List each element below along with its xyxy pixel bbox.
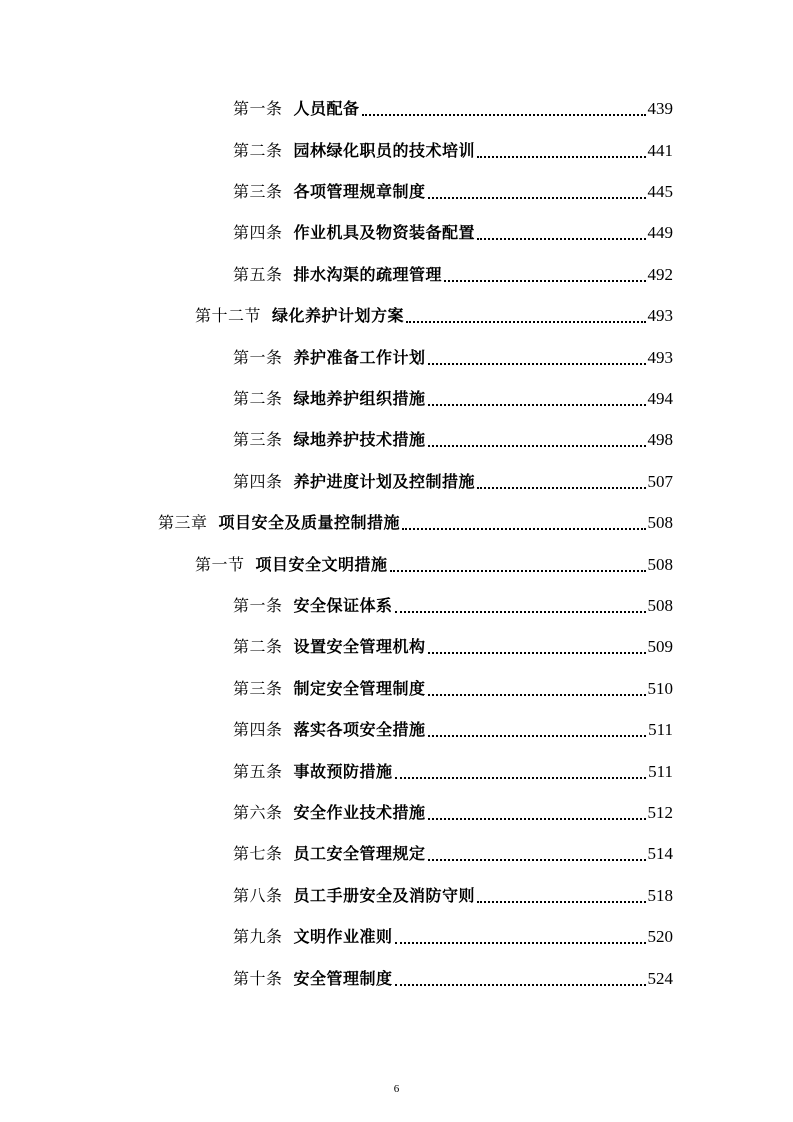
dot-leader [395, 984, 646, 986]
toc-entry-title: 绿化养护计划方案 [272, 306, 405, 325]
toc-entry-page: 445 [647, 182, 673, 201]
dot-leader [477, 487, 645, 489]
toc-entry-title: 各项管理规章制度 [293, 182, 426, 201]
toc-entry-title: 绿地养护组织措施 [293, 389, 426, 408]
toc-entry[interactable] [233, 717, 673, 743]
dot-leader [390, 570, 646, 572]
toc-entry-number: 第七条 [233, 844, 283, 863]
toc-entry-title: 养护准备工作计划 [293, 348, 426, 367]
toc-entry-page: 494 [647, 389, 673, 408]
toc-entry[interactable] [233, 138, 673, 164]
toc-entry-title: 设置安全管理机构 [293, 637, 426, 656]
dot-leader [395, 777, 647, 779]
toc-entry-title: 制定安全管理制度 [293, 679, 426, 698]
toc-entry[interactable] [195, 303, 673, 329]
toc-entry-page: 520 [647, 927, 673, 946]
toc-entry-title: 项目安全及质量控制措施 [218, 513, 401, 532]
toc-entry-number: 第三章 [158, 513, 208, 532]
dot-leader [428, 445, 646, 447]
toc-entry-page: 493 [647, 348, 673, 367]
toc-entry-page: 511 [648, 720, 673, 739]
toc-entry-page: 507 [647, 472, 673, 491]
toc-entry-page: 508 [647, 555, 673, 574]
toc-entry[interactable] [233, 676, 673, 702]
dot-leader [428, 859, 646, 861]
toc-entry[interactable] [233, 262, 673, 288]
toc-entry-title: 安全作业技术措施 [293, 803, 426, 822]
toc-entry-title: 排水沟渠的疏理管理 [293, 265, 443, 284]
toc-entry[interactable] [233, 179, 673, 205]
toc-entry-number: 第二条 [233, 637, 283, 656]
toc-entry[interactable] [233, 96, 673, 122]
toc-entry-page: 512 [647, 803, 673, 822]
toc-entry-page: 498 [647, 430, 673, 449]
toc-entry-title: 文明作业准则 [293, 927, 393, 946]
toc-entry[interactable] [233, 800, 673, 826]
toc-entry[interactable] [233, 427, 673, 453]
toc-entry[interactable] [195, 552, 673, 578]
toc-entry-number: 第八条 [233, 886, 283, 905]
toc-entry-title: 作业机具及物资装备配置 [293, 223, 476, 242]
toc-entry-title: 事故预防措施 [293, 762, 393, 781]
toc-entry-number: 第一条 [233, 348, 283, 367]
toc-entry-number: 第十二节 [195, 306, 262, 325]
toc-entry-number: 第十条 [233, 969, 283, 988]
dot-leader [395, 611, 646, 613]
toc-entry[interactable] [158, 510, 673, 536]
toc-entry[interactable] [233, 469, 673, 495]
toc-entry[interactable] [233, 593, 673, 619]
toc-entry-title: 员工手册安全及消防守则 [293, 886, 476, 905]
toc-entry-number: 第四条 [233, 223, 283, 242]
toc-entry-number: 第五条 [233, 265, 283, 284]
toc-entry-number: 第五条 [233, 762, 283, 781]
dot-leader [406, 321, 645, 323]
dot-leader [428, 363, 646, 365]
toc-entry-page: 510 [647, 679, 673, 698]
page-number: 6 [393, 1083, 400, 1095]
dot-leader [428, 818, 646, 820]
toc-entry-title: 人员配备 [293, 99, 360, 118]
toc-entry-number: 第四条 [233, 472, 283, 491]
toc-entry[interactable] [233, 966, 673, 992]
toc-entry-page: 511 [648, 762, 673, 781]
toc-entry[interactable] [233, 841, 673, 867]
toc-entry-number: 第九条 [233, 927, 283, 946]
toc-entry-title: 绿地养护技术措施 [293, 430, 426, 449]
dot-leader [428, 652, 646, 654]
dot-leader [428, 694, 646, 696]
dot-leader [428, 735, 647, 737]
toc-entry[interactable] [233, 345, 673, 371]
toc-entry-number: 第三条 [233, 430, 283, 449]
toc-entry-page: 508 [647, 596, 673, 615]
toc-entry-title: 园林绿化职员的技术培训 [293, 141, 476, 160]
dot-leader [477, 901, 645, 903]
toc-entry-title: 安全保证体系 [293, 596, 393, 615]
dot-leader [428, 197, 646, 199]
toc-entry[interactable] [233, 883, 673, 909]
toc-entry-page: 441 [647, 141, 673, 160]
toc-entry-number: 第三条 [233, 182, 283, 201]
toc-entry-page: 518 [647, 886, 673, 905]
toc-entry-title: 养护进度计划及控制措施 [293, 472, 476, 491]
toc-entry-page: 508 [647, 513, 673, 532]
toc-entry-page: 524 [647, 969, 673, 988]
toc-entry-number: 第三条 [233, 679, 283, 698]
toc-entry-page: 509 [647, 637, 673, 656]
toc-entry-page: 514 [647, 844, 673, 863]
toc-entry-number: 第四条 [233, 720, 283, 739]
dot-leader [402, 528, 645, 530]
dot-leader [428, 404, 646, 406]
toc-entry[interactable] [233, 220, 673, 246]
toc-entry-title: 安全管理制度 [293, 969, 393, 988]
toc-entry[interactable] [233, 634, 673, 660]
dot-leader [362, 114, 646, 116]
toc-entry-title: 落实各项安全措施 [293, 720, 426, 739]
toc-entry-page: 449 [647, 223, 673, 242]
toc-entry-number: 第一节 [195, 555, 245, 574]
toc-entry-page: 492 [647, 265, 673, 284]
toc-entry-number: 第二条 [233, 141, 283, 160]
toc-entry-title: 项目安全文明措施 [255, 555, 388, 574]
toc-entry-number: 第二条 [233, 389, 283, 408]
toc-entry[interactable] [233, 924, 673, 950]
dot-leader [395, 942, 646, 944]
dot-leader [477, 156, 645, 158]
dot-leader [444, 280, 645, 282]
toc-entry-title: 员工安全管理规定 [293, 844, 426, 863]
toc-entry-number: 第一条 [233, 99, 283, 118]
toc-entry-number: 第六条 [233, 803, 283, 822]
toc-entry-page: 439 [647, 99, 673, 118]
toc-entry[interactable] [233, 386, 673, 412]
dot-leader [477, 238, 645, 240]
toc-entry-number: 第一条 [233, 596, 283, 615]
toc-entry[interactable] [233, 759, 673, 785]
toc-entry-page: 493 [647, 306, 673, 325]
